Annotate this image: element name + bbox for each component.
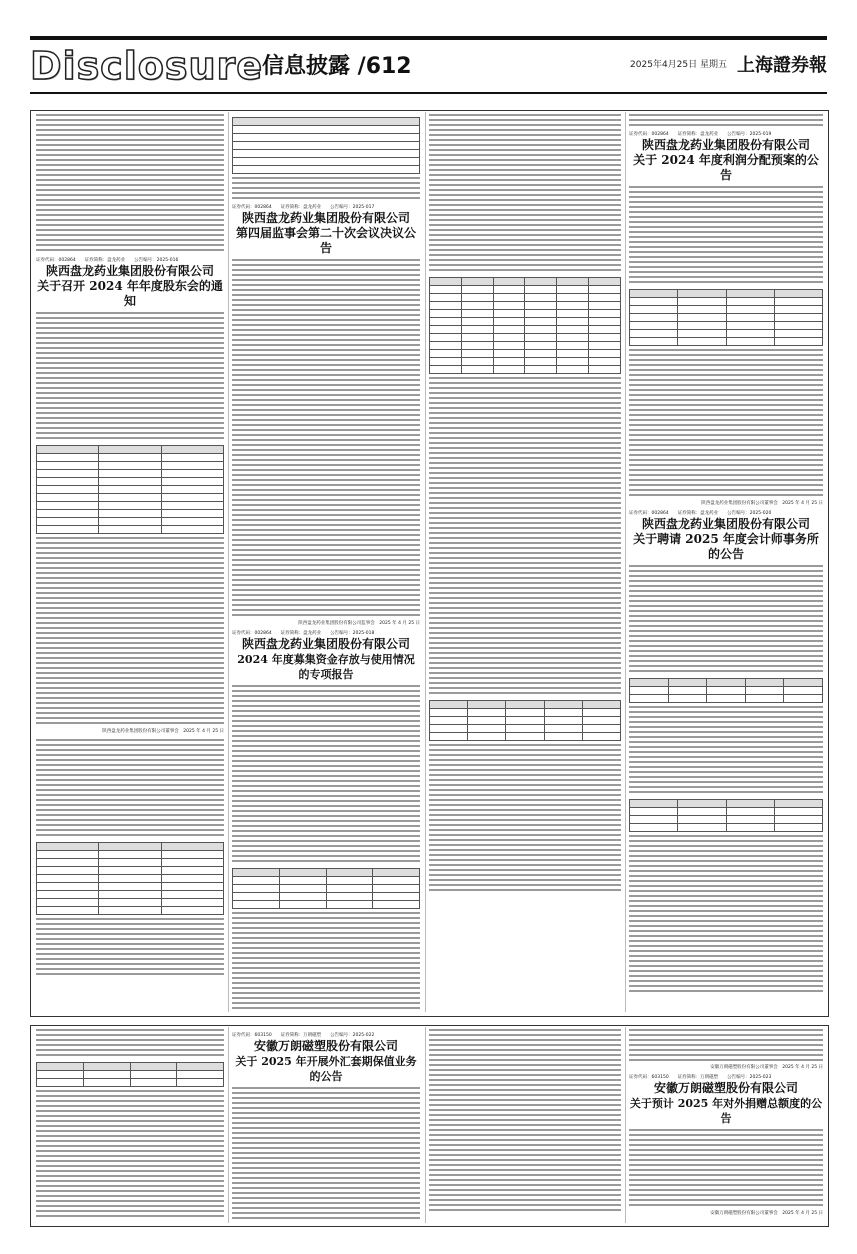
column-1: 证券代码：002864 证券简称：盘龙药业 公告编号：2025-016 陕西盘龙药业集团股份有限公司 关于召开 2024 年年度股东会的通知 陕西盘龙药业集团股份有限公司董事会 2025 年 4 月 25 日: [36, 114, 224, 1012]
proposal-table: [36, 445, 224, 534]
announcement-title: 关于聘请 2025 年度会计师事务所的公告: [633, 532, 819, 561]
partner-table: [629, 799, 823, 832]
announcement-auditor: 证券代码：002864 证券简称：盘龙药业 公告编号：2025-020 陕西盘龙药业集团股份有限公司 关于聘请 2025 年度会计师事务所的公告: [629, 511, 823, 562]
section-title: 信息披露 /612: [262, 54, 412, 79]
announcement-title: 关于 2024 年度利润分配预案的公告: [633, 153, 819, 182]
column-4: 证券代码：002864 证券简称：盘龙药业 公告编号：2025-019 陕西盘龙药业集团股份有限公司 关于 2024 年度利润分配预案的公告 陕西盘龙药业集团股份有限公司董事会 2025 年 4 月 25 日 证券代码：002864 证券简称：盘龙药业 公告编号：2025-020 陕西盘龙药业集团股份有限公司 关于聘请 2025 年度会计师事务所的公告: [629, 114, 823, 1012]
auditor-info-table: [629, 678, 823, 703]
announcement-supervisory-board: 证券代码：002864 证券简称：盘龙药业 公告编号：2025-017 陕西盘龙药业集团股份有限公司 第四届监事会第二十次会议决议公告: [232, 205, 420, 256]
announcement-title: 关于预计 2025 年对外捐赠总额度的公告: [629, 1097, 823, 1125]
hedging-table: [36, 1062, 224, 1087]
company-name: 陕西盘龙药业集团股份有限公司: [45, 264, 214, 278]
fund-change-table: [429, 700, 621, 741]
announcement-title: 关于 2025 年开展外汇套期保值业务的公告: [235, 1055, 417, 1083]
bottom-column-4: 安徽万朗磁塑股份有限公司董事会 2025 年 4 月 25 日 证券代码：603150 证券简称：万朗磁塑 公告编号：2025-023 安徽万朗磁塑股份有限公司 关于预计 2025 年对外捐赠总额度的公告 安徽万朗磁塑股份有限公司董事会 2025 年 4 月 25 日: [629, 1029, 823, 1221]
announcement-agm-notice: 证券代码：002864 证券简称：盘龙药业 公告编号：2025-016 陕西盘龙药业集团股份有限公司 关于召开 2024 年年度股东会的通知: [36, 258, 223, 308]
announcement-fund-report: 证券代码：002864 证券简称：盘龙药业 公告编号：2025-018 陕西盘龙药业集团股份有限公司 2024 年度募集资金存放与使用情况的专项报告: [232, 631, 420, 682]
announcement-title: 2024 年度募集资金存放与使用情况的专项报告: [237, 653, 415, 681]
bottom-column-3: [429, 1029, 621, 1221]
announcement-title: 第四届监事会第二十次会议决议公告: [235, 226, 416, 255]
company-name: 陕西盘龙药业集团股份有限公司: [641, 517, 810, 531]
top-rule: [30, 36, 827, 40]
company-name: 陕西盘龙药业集团股份有限公司: [641, 138, 810, 152]
company-name: 陕西盘龙药业集团股份有限公司: [241, 211, 410, 225]
bottom-column-2: [232, 1029, 420, 1221]
proxy-table: [36, 842, 224, 915]
brand-wordmark: Disclosure: [30, 44, 264, 88]
announcement-profit-distribution: 证券代码：002864 证券简称：盘龙药业 公告编号：2025-019 陕西盘龙药业集团股份有限公司 关于 2024 年度利润分配预案的公告: [629, 132, 823, 183]
masthead: [30, 44, 827, 88]
announcement-fx-hedging: 证券代码：603150 证券简称：万朗磁塑 公告编号：2025-022 安徽万朗磁塑股份有限公司 关于 2025 年开展外汇套期保值业务的公告: [232, 1033, 420, 1084]
company-name: 安徽万朗磁塑股份有限公司: [253, 1039, 398, 1053]
announcement-donation: 证券代码：603150 证券简称：万朗磁塑 公告编号：2025-023 安徽万朗磁塑股份有限公司 关于预计 2025 年对外捐赠总额度的公告: [629, 1075, 823, 1125]
form-table: [232, 117, 420, 174]
masthead-rule: [30, 92, 827, 94]
issue-date: 2025年4月25日 星期五: [630, 60, 727, 70]
bottom-column-1: [36, 1029, 224, 1221]
dividend-table: [629, 289, 823, 346]
company-name: 陕西盘龙药业集团股份有限公司: [241, 637, 410, 651]
company-name: 安徽万朗磁塑股份有限公司: [653, 1081, 798, 1095]
announcement-title: 关于召开 2024 年年度股东会的通知: [37, 279, 223, 308]
newspaper-logo: 上海證券報: [737, 55, 827, 76]
fund-usage-table: [429, 277, 621, 374]
column-3: [429, 114, 621, 1012]
fund-account-table: [232, 868, 420, 909]
column-2: 证券代码：002864 证券简称：盘龙药业 公告编号：2025-017 陕西盘龙药业集团股份有限公司 第四届监事会第二十次会议决议公告 陕西盘龙药业集团股份有限公司监事会 2025 年 4 月 25 日 证券代码：002864 证券简称：盘龙药业 公告编号：2025-018 陕西盘龙药业集团股份有限公司 2024 年度募集资金存放与使用情况的专项报告: [232, 114, 420, 1012]
